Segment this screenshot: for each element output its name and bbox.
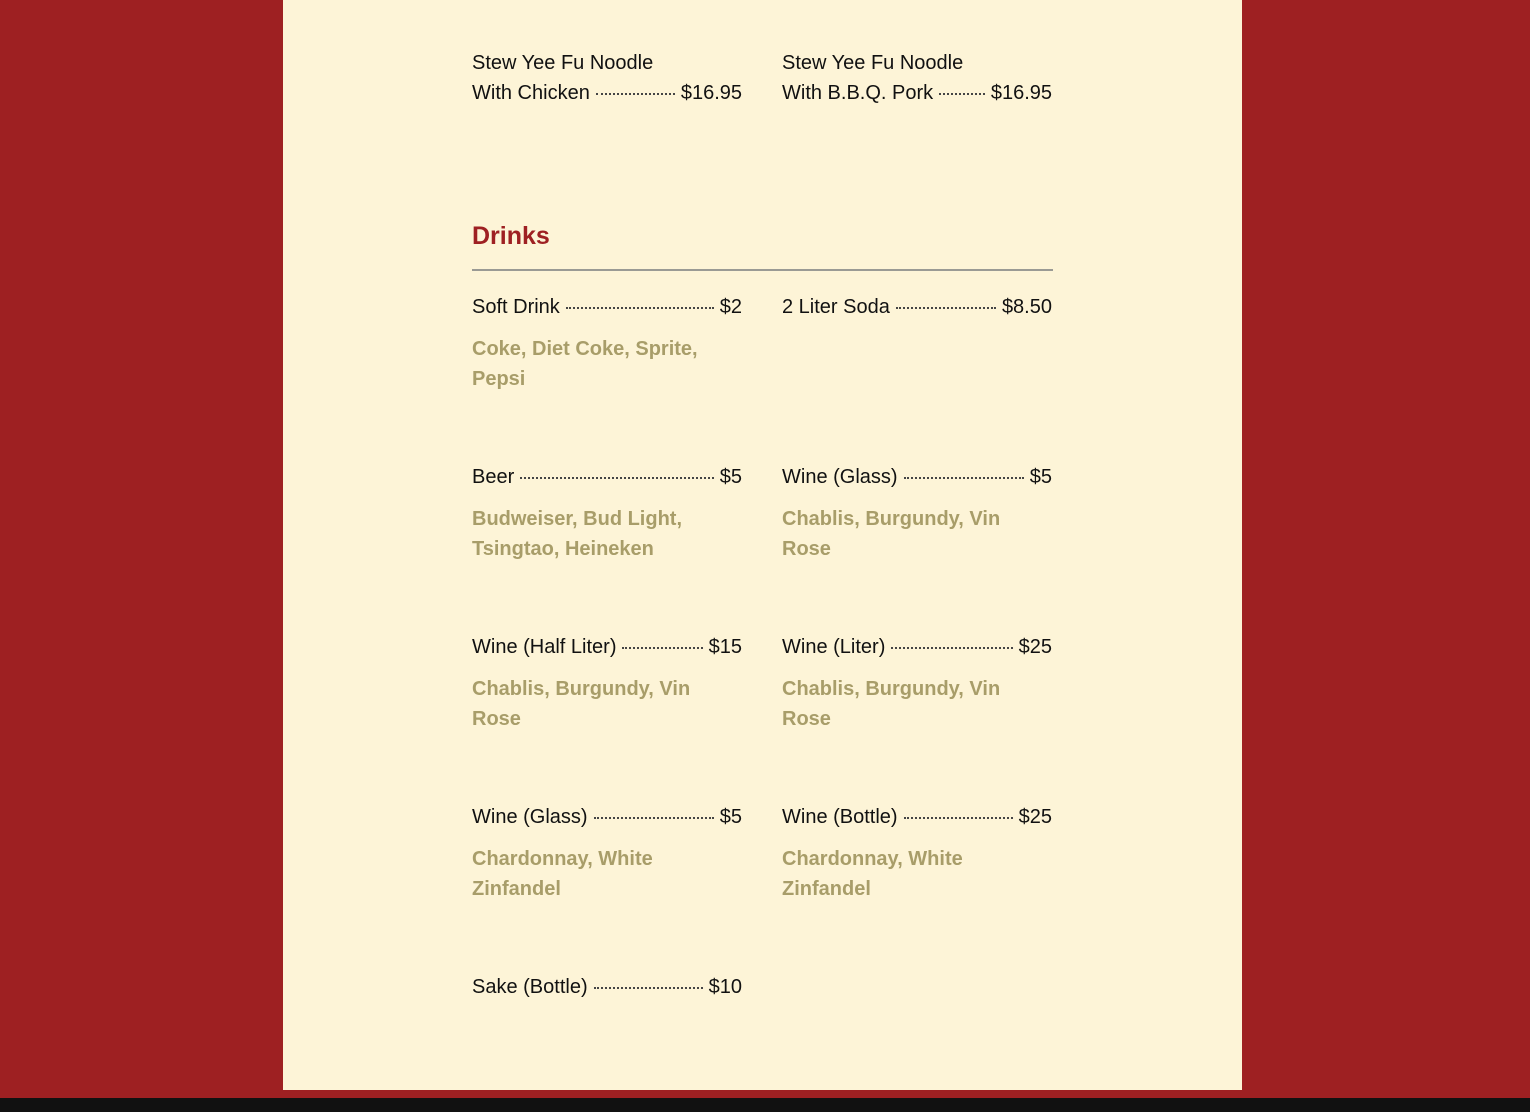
dot-leader	[596, 93, 675, 95]
menu-item-name-line1: Stew Yee Fu Noodle	[472, 52, 654, 74]
dot-leader	[904, 477, 1024, 479]
menu-item-soft-drink	[472, 292, 742, 394]
menu-item-description: Chablis, Burgundy, Vin Rose	[472, 678, 691, 730]
menu-item-description: Budweiser, Bud Light, Tsingtao, Heineken	[472, 508, 683, 560]
menu-item-price: $15	[708, 636, 742, 658]
footer-bar	[0, 1098, 1530, 1112]
menu-item-description: Chablis, Burgundy, Vin Rose	[782, 508, 1001, 560]
dot-leader	[904, 817, 1013, 819]
menu-item-name: 2 Liter Soda	[782, 296, 890, 318]
menu-item-wine-bottle	[782, 802, 1052, 904]
menu-item-name: Sake (Bottle)	[472, 976, 588, 998]
menu-item-name: Soft Drink	[472, 296, 560, 318]
menu-item-price: $5	[1029, 466, 1052, 488]
menu-item-price: $5	[719, 466, 742, 488]
menu-item-name: Wine (Half Liter)	[472, 636, 617, 658]
menu-item-name: Wine (Liter)	[782, 636, 886, 658]
menu-item-price: $25	[1018, 636, 1052, 658]
menu-item-wine-liter	[782, 632, 1052, 734]
dot-leader	[566, 307, 714, 309]
menu-item-price: $8.50	[1001, 296, 1052, 318]
dot-leader	[891, 647, 1012, 649]
menu-item-price: $16.95	[680, 82, 742, 104]
menu-item-description: Chardonnay, White Zinfandel	[472, 848, 653, 900]
dot-leader	[622, 647, 702, 649]
menu-item-sake-bottle	[472, 972, 742, 1002]
menu-item-price: $2	[719, 296, 742, 318]
section-divider	[472, 269, 1053, 271]
menu-item-price: $5	[719, 806, 742, 828]
menu-item-name-line2: With B.B.Q. Pork	[782, 82, 934, 104]
menu-item-price: $16.95	[990, 82, 1052, 104]
menu-item-wine-glass-red	[782, 462, 1052, 564]
menu-item-2-liter-soda	[782, 292, 1052, 322]
menu-item-description: Chardonnay, White Zinfandel	[782, 848, 963, 900]
menu-item-name-line2: With Chicken	[472, 82, 590, 104]
menu-page	[283, 0, 1242, 1090]
dot-leader	[939, 93, 985, 95]
dot-leader	[520, 477, 714, 479]
menu-item-stew-yee-fu-chicken	[472, 48, 742, 108]
dot-leader	[896, 307, 996, 309]
menu-item-beer	[472, 462, 742, 564]
menu-item-wine-half-liter	[472, 632, 742, 734]
menu-item-wine-glass-white	[472, 802, 742, 904]
menu-item-name-line1: Stew Yee Fu Noodle	[782, 52, 964, 74]
dot-leader	[594, 817, 714, 819]
menu-item-description: Chablis, Burgundy, Vin Rose	[782, 678, 1001, 730]
dot-leader	[594, 987, 703, 989]
menu-item-name: Wine (Glass)	[472, 806, 588, 828]
section-title-drinks: Drinks	[472, 222, 550, 250]
menu-item-name: Wine (Bottle)	[782, 806, 898, 828]
menu-item-name: Wine (Glass)	[782, 466, 898, 488]
menu-item-price: $10	[708, 976, 742, 998]
menu-item-description: Coke, Diet Coke, Sprite, Pepsi	[472, 338, 698, 390]
menu-item-name: Beer	[472, 466, 515, 488]
menu-item-stew-yee-fu-bbq-pork	[782, 48, 1052, 108]
menu-item-price: $25	[1018, 806, 1052, 828]
